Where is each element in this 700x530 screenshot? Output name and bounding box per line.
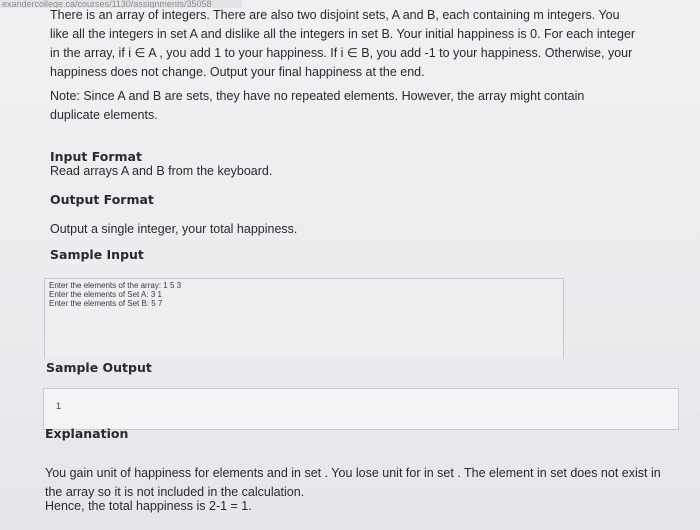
sample-output-box [43,388,679,430]
problem-note: Note: Since A and B are sets, they have no repeated elements. However, the array might contain duplicate elements. [50,89,585,122]
problem-description: There is an array of integers. There are also two disjoint sets, A and B, each containing m integers. You like all the integers in set A and dislike all the integers in set B. Your initial happiness is 0. For each integer in the array, if i ∈ A , you add 1 to your happiness. If i ∈ B, you add -1 to your happiness. Otherwise, your happiness does not change. Output your final happiness at the end. [50,8,636,79]
sample-input-line: Enter the elements of the array: 1 5 3 [49,281,182,290]
sample-input-line: Enter the elements of Set B: 5 7 [49,299,163,308]
sample-input-heading: Sample Input [50,247,144,262]
sample-input-box [44,278,564,359]
url-fragment[interactable]: exandercollege.ca/courses/1130/assignments/35058 [0,0,242,8]
input-format-heading: Input Format [50,149,142,164]
explanation-heading: Explanation [45,426,129,441]
output-format-heading: Output Format [50,192,154,207]
explanation-text: You gain unit of happiness for elements and in set . You lose unit for in set . The element in set does not exist in the array so it is not included in the calculation. [45,466,661,499]
input-format-text: Read arrays A and B from the keyboard. [50,164,273,178]
explanation-total: Hence, the total happiness is 2-1 = 1. [45,499,252,513]
sample-output-heading: Sample Output [46,360,152,375]
sample-output-value: 1 [56,401,62,411]
output-format-text: Output a single integer, your total happiness. [50,222,298,236]
sample-input-line: Enter the elements of Set A: 3 1 [49,290,162,299]
